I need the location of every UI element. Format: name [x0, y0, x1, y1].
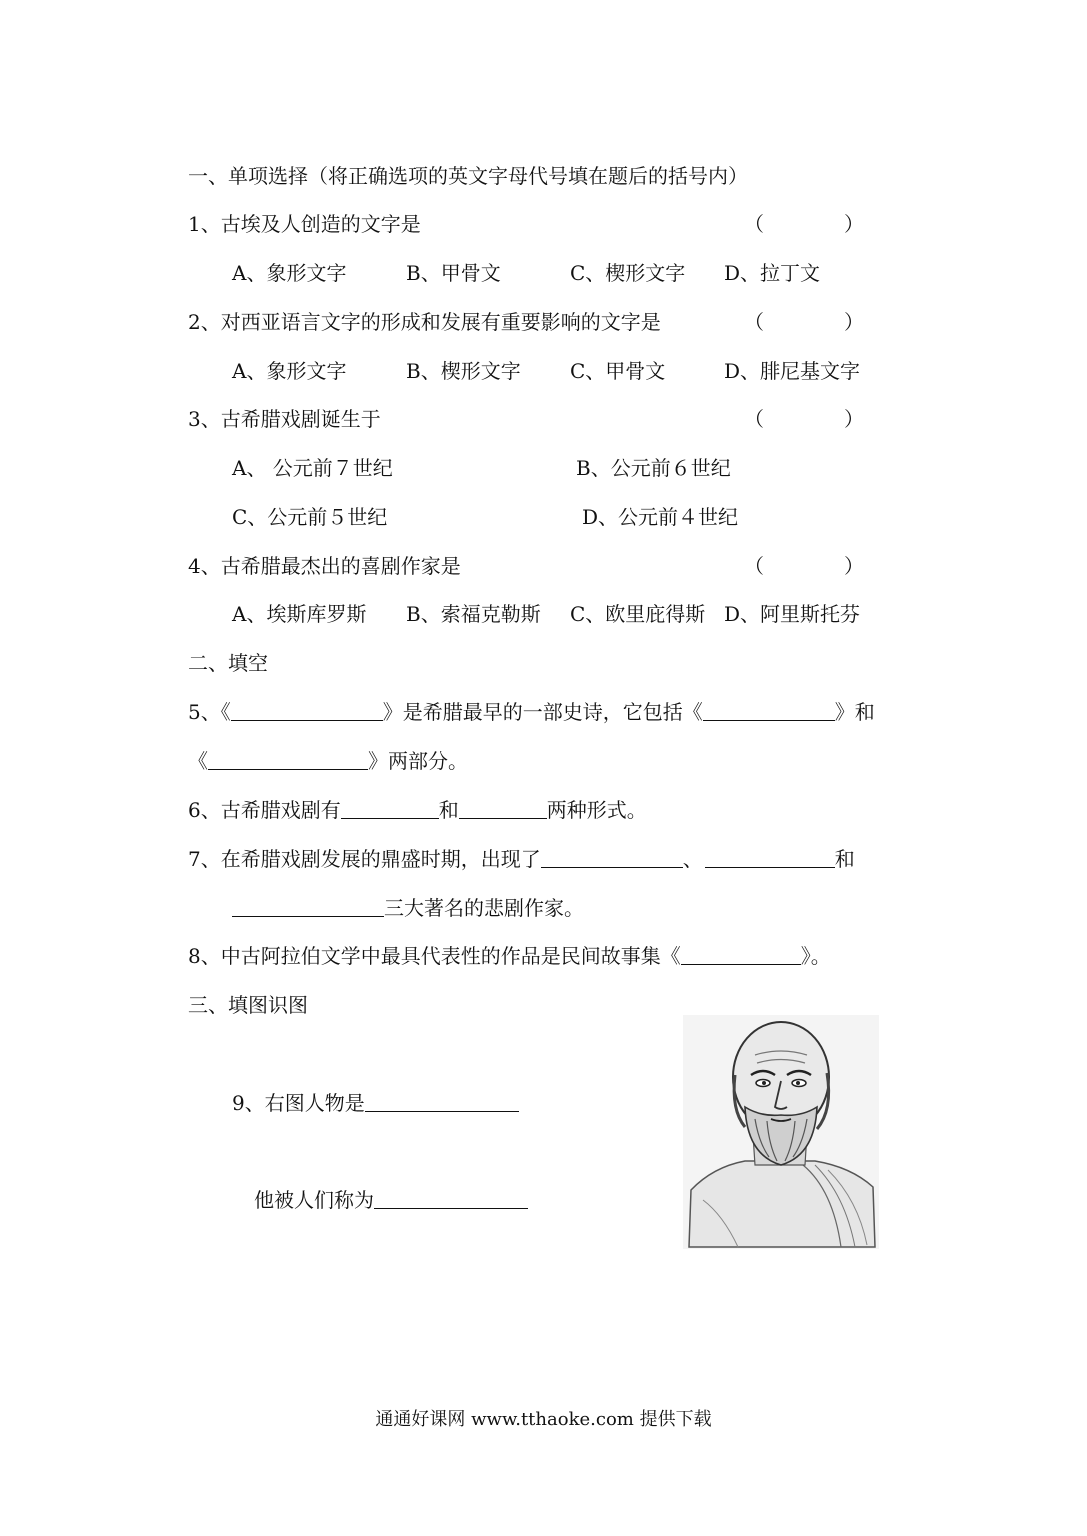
question-1-stem: 1、古埃及人创造的文字是 [188, 212, 421, 236]
q7-blank-2[interactable] [705, 845, 835, 868]
option-b: B、公元前６世纪 [576, 456, 731, 480]
option-c: C、公元前５世纪 [232, 505, 388, 529]
q5-text-1: 5、《 [188, 700, 231, 724]
question-4-answer-paren[interactable]: （ ） [744, 554, 864, 578]
option-b: B、索福克勒斯 [406, 602, 541, 626]
option-d: D、拉丁文 [724, 261, 821, 285]
question-5-line-1 [188, 698, 875, 726]
question-3-answer-paren[interactable]: （ ） [744, 407, 864, 431]
q8-blank-1[interactable] [681, 942, 801, 965]
option-d: D、腓尼基文字 [724, 359, 861, 383]
question-7-line-2 [232, 894, 584, 922]
q7-text-2: 、 [682, 847, 703, 871]
q9-blank-1[interactable] [365, 1089, 519, 1112]
footer-download-note: 通通好课网 www.tthaoke.com 提供下载 [375, 1409, 712, 1430]
q5-text-5: 》两部分。 [368, 749, 468, 773]
option-d: D、阿里斯托芬 [724, 602, 861, 626]
option-c: C、楔形文字 [570, 261, 686, 285]
q5-text-2: 》是希腊最早的一部史诗，它包括《 [382, 700, 703, 724]
question-8 [188, 942, 831, 970]
q9-text-2: 他被人们称为 [254, 1188, 374, 1212]
q7-text-4: 三大著名的悲剧作家。 [384, 896, 584, 920]
section-1-heading: 一、单项选择（将正确选项的英文字母代号填在题后的括号内） [188, 164, 748, 188]
question-5-line-2 [188, 747, 468, 775]
q5-blank-2[interactable] [703, 698, 835, 721]
q7-text-1: 7、在希腊戏剧发展的鼎盛时期，出现了 [188, 847, 541, 871]
question-4-stem: 4、古希腊最杰出的喜剧作家是 [188, 554, 461, 578]
q6-blank-1[interactable] [341, 796, 439, 819]
q9-text-1: 9、右图人物是 [232, 1091, 365, 1115]
q9-blank-2[interactable] [374, 1186, 528, 1209]
question-3-stem: 3、古希腊戏剧诞生于 [188, 407, 381, 431]
question-3-options-row-1 [232, 454, 731, 482]
q6-text-2: 和 [438, 798, 459, 822]
question-2-stem: 2、对西亚语言文字的形成和发展有重要影响的文字是 [188, 310, 661, 334]
option-a: A、象形文字 [232, 261, 347, 285]
option-a: A、象形文字 [232, 359, 347, 383]
question-7-line-1 [188, 845, 855, 873]
q8-text-2: 》。 [800, 944, 831, 968]
option-b: B、楔形文字 [406, 359, 521, 383]
q7-blank-1[interactable] [541, 845, 683, 868]
option-d: D、公元前４世纪 [582, 505, 739, 529]
question-1-options [232, 259, 820, 287]
q6-text-3: 两种形式。 [546, 798, 647, 822]
option-c: C、欧里庇得斯 [570, 602, 706, 626]
question-9-line-1 [232, 1089, 519, 1117]
q5-blank-3[interactable] [208, 747, 368, 770]
question-6 [188, 796, 647, 824]
option-a: A、埃斯库罗斯 [232, 602, 367, 626]
section-3-heading: 三、填图识图 [188, 993, 308, 1017]
section-2-heading: 二、填空 [188, 651, 268, 675]
option-c: C、甲骨文 [570, 359, 666, 383]
q6-blank-2[interactable] [459, 796, 547, 819]
question-2-options [232, 357, 860, 385]
q7-text-3: 和 [834, 847, 855, 871]
question-3-options-row-2 [232, 503, 738, 531]
portrait-bust-image [683, 1015, 879, 1249]
question-1-answer-paren[interactable]: （ ） [744, 212, 864, 236]
q5-text-4: 《 [188, 749, 208, 773]
option-b: B、甲骨文 [406, 261, 501, 285]
question-2-answer-paren[interactable]: （ ） [744, 310, 864, 334]
q5-text-3: 》和 [834, 700, 875, 724]
option-a: A、 公元前７世纪 [232, 456, 393, 480]
q5-blank-1[interactable] [231, 698, 383, 721]
question-4-options [232, 600, 860, 628]
question-9-line-2 [254, 1186, 528, 1214]
q7-blank-3[interactable] [232, 894, 384, 917]
q8-text-1: 8、中古阿拉伯文学中最具代表性的作品是民间故事集《 [188, 944, 681, 968]
q6-text-1: 6、古希腊戏剧有 [188, 798, 341, 822]
